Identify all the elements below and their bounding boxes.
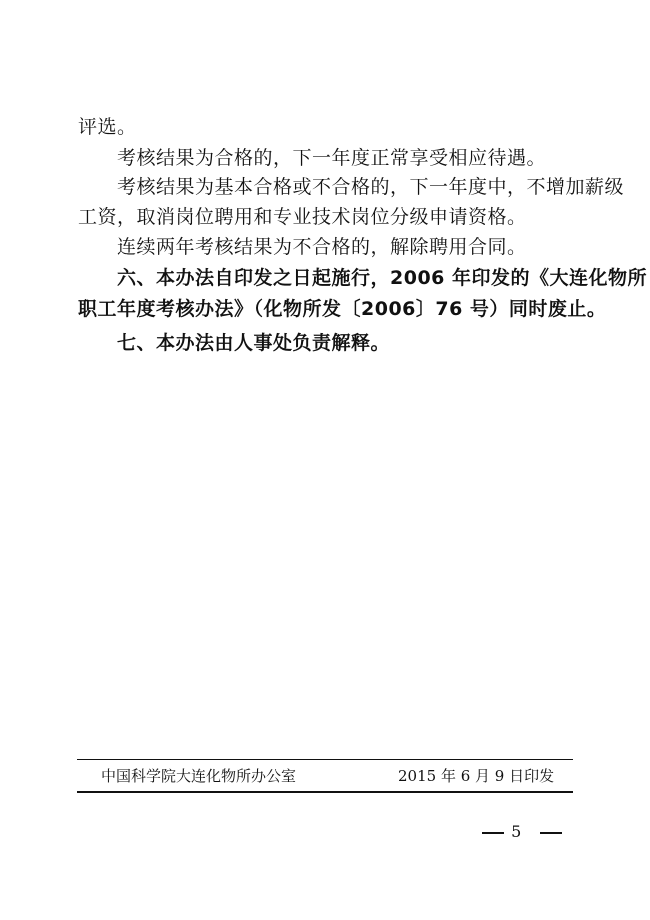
article-7: 七、本办法由人事处负责解释。 bbox=[117, 332, 391, 354]
page-dash-left bbox=[482, 832, 504, 834]
page-number-value: 5 bbox=[511, 822, 522, 841]
footer-issuer: 中国科学院大连化物所办公室 bbox=[101, 767, 297, 785]
article-6-line-2: 职工年度考核办法》（化物所发〔2006〕76 号）同时废止。 bbox=[78, 298, 607, 320]
footer-bottom-rule bbox=[77, 791, 573, 793]
body-line-5: 连续两年考核结果为不合格的，解除聘用合同。 bbox=[117, 236, 527, 258]
footer-date: 2015 年 6 月 9 日印发 bbox=[398, 767, 555, 785]
page-number bbox=[482, 822, 562, 842]
body-line-4: 工资，取消岗位聘用和专业技术岗位分级申请资格。 bbox=[78, 206, 527, 228]
footer-top-rule bbox=[77, 759, 573, 760]
body-line-1: 评选。 bbox=[78, 116, 137, 138]
body-line-2: 考核结果为合格的，下一年度正常享受相应待遇。 bbox=[117, 147, 547, 169]
page-dash-right bbox=[540, 832, 562, 834]
body-line-3: 考核结果为基本合格或不合格的，下一年度中，不增加薪级 bbox=[117, 176, 625, 198]
article-6-line-1: 六、本办法自印发之日起施行，2006 年印发的《大连化物所 bbox=[117, 267, 647, 289]
